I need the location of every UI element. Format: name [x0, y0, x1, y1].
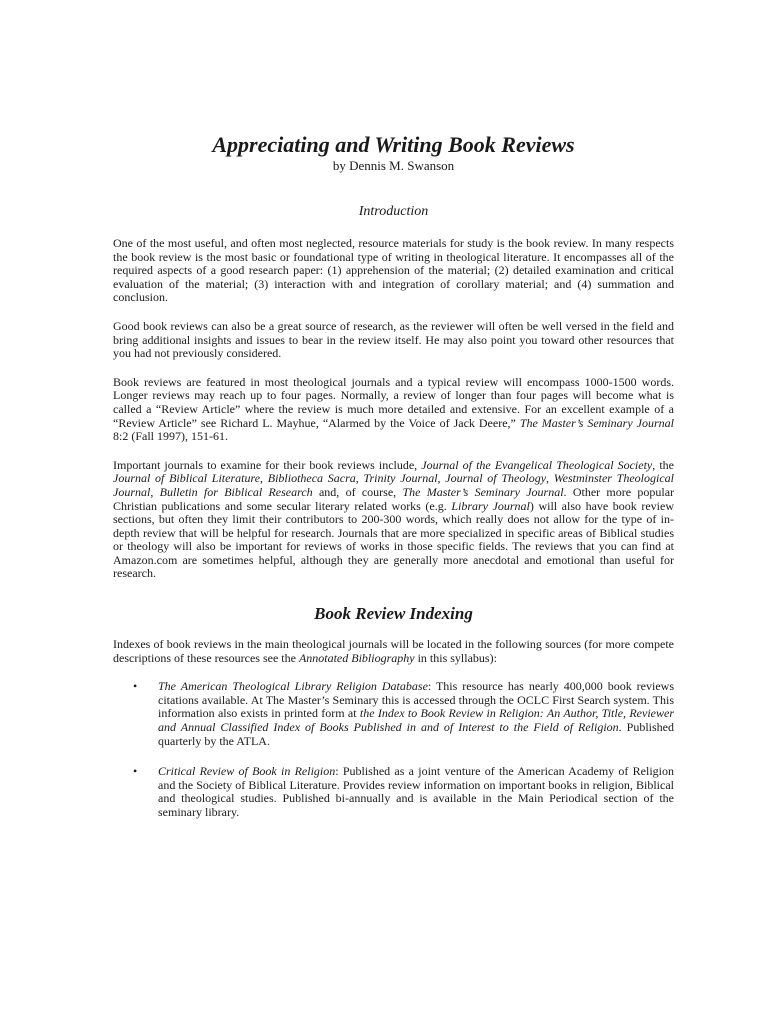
intro-paragraph-2: Good book reviews can also be a great source of research, as the reviewer will often be well versed in the field and bring additional insights and issues to bear in the review itself. He may also point you toward other resources that you had not previously considered. — [113, 318, 674, 361]
para-text: , — [260, 471, 268, 486]
indexing-paragraph — [113, 638, 674, 665]
para-text: Indexes of book reviews in the main theological journals will be located in the following sources (for more compete descriptions of these resources see the — [113, 637, 674, 665]
bullet-icon: • — [133, 679, 138, 694]
item-text: . Published quarterly by the ATLA. — [158, 720, 674, 748]
para-text: , — [150, 484, 160, 499]
journal-title: Journal of Biblical Literature — [113, 471, 261, 486]
resource-title: Critical Review of Book in Religion — [158, 764, 336, 779]
journal-title: The Master’s Seminary Journal — [402, 484, 564, 499]
item-text: : This resource has nearly 400,000 book reviews citations available. At The Master’s Seminary this is accessed through the OCLC First Search system. This information also exists in printed form at — [158, 679, 674, 721]
para-text: 8:2 (Fall 1997), 151-61. — [113, 429, 228, 444]
journal-title: Bibliotheca Sacra — [267, 471, 356, 486]
list-item — [113, 680, 674, 748]
list-item — [113, 765, 674, 819]
para-text: , — [546, 471, 554, 486]
para-text: . Other more popular Christian publications and some secular literary related works (e.g. — [113, 484, 675, 513]
journal-title: Journal of Theology — [445, 471, 547, 486]
para-text: , — [437, 471, 446, 486]
author-byline: by Dennis M. Swanson — [332, 158, 455, 173]
bullet-icon: • — [133, 764, 138, 779]
para-text: , — [355, 471, 364, 486]
journal-title: Library Journal — [451, 498, 530, 513]
para-text: , the — [652, 457, 674, 472]
journal-title: Journal of the Evangelical Theological Society — [421, 457, 653, 472]
intro-paragraph-1: One of the most useful, and often most neglected, resource materials for study is the book review. In many respects the book review is the most basic or foundational type of writing in theological literature. It encompasses all of the required aspects of a good research paper: (1) apprehension of the material; (2) detailed examination and critical evaluation of the material; (3) interaction with and integration of corollary material; and (4) summation and conclusion. — [113, 236, 674, 305]
para-text: Book reviews are featured in most theological journals and a typical review will encompass 1000-1500 words. Longer reviews may reach up to four pages. Normally, a review of longer than four pages will become what is called a “Review Article” where the review is much more detailed and extensive. For an excellent example of a “Review Article” see Richard L. Mayhue, “Alarmed by the Voice of Jack Deere,” — [113, 374, 674, 430]
para-text: Important journals to examine for their book reviews include, — [113, 457, 422, 472]
index-sources-list — [113, 680, 674, 819]
journal-title: The Master’s Seminary Journal — [519, 415, 674, 430]
intro-paragraph-4 — [113, 459, 674, 581]
journal-title: Bulletin for Biblical Research — [159, 484, 313, 499]
para-text: ) will also have book review sections, but often they limit their contributors to 200-300 words, which really does not allow for the type of in-depth review that will be helpful for research. Journals that are more specialized in specific areas of Biblical studies or theology will also be important for reviews of works in those specific fields. The reviews that you can find at Amazon.com are sometimes helpful, although they are generally more anecdotal and emotional than useful for research. — [113, 498, 675, 581]
intro-paragraph-3 — [113, 376, 674, 444]
journal-title: Trinity Journal — [363, 471, 438, 486]
para-text: and, of course, — [312, 484, 403, 499]
para-text: in this syllabus): — [414, 650, 497, 665]
page-title: Appreciating and Writing Book Reviews — [212, 132, 575, 157]
resource-title: the Index to Book Review in Religion: An Author, Title, Reviewer and Annual Classified Index of Books Published in and of Interest to the Field of Religion — [158, 706, 674, 735]
syllabus-reference: Annotated Bibliography — [298, 650, 415, 665]
item-text: : Published as a joint venture of the American Academy of Religion and the Society of Biblical Literature. Provides review information on important books in religion, Biblical and theological studies. Published bi-annually and is available in the Main Periodical section of the seminary library. — [158, 764, 674, 819]
journal-title: Westminster Theological Journal — [113, 471, 674, 499]
introduction-heading: Introduction — [358, 204, 429, 219]
book-review-indexing-heading: Book Review Indexing — [314, 604, 473, 624]
resource-title: The American Theological Library Religion Database — [158, 679, 428, 694]
